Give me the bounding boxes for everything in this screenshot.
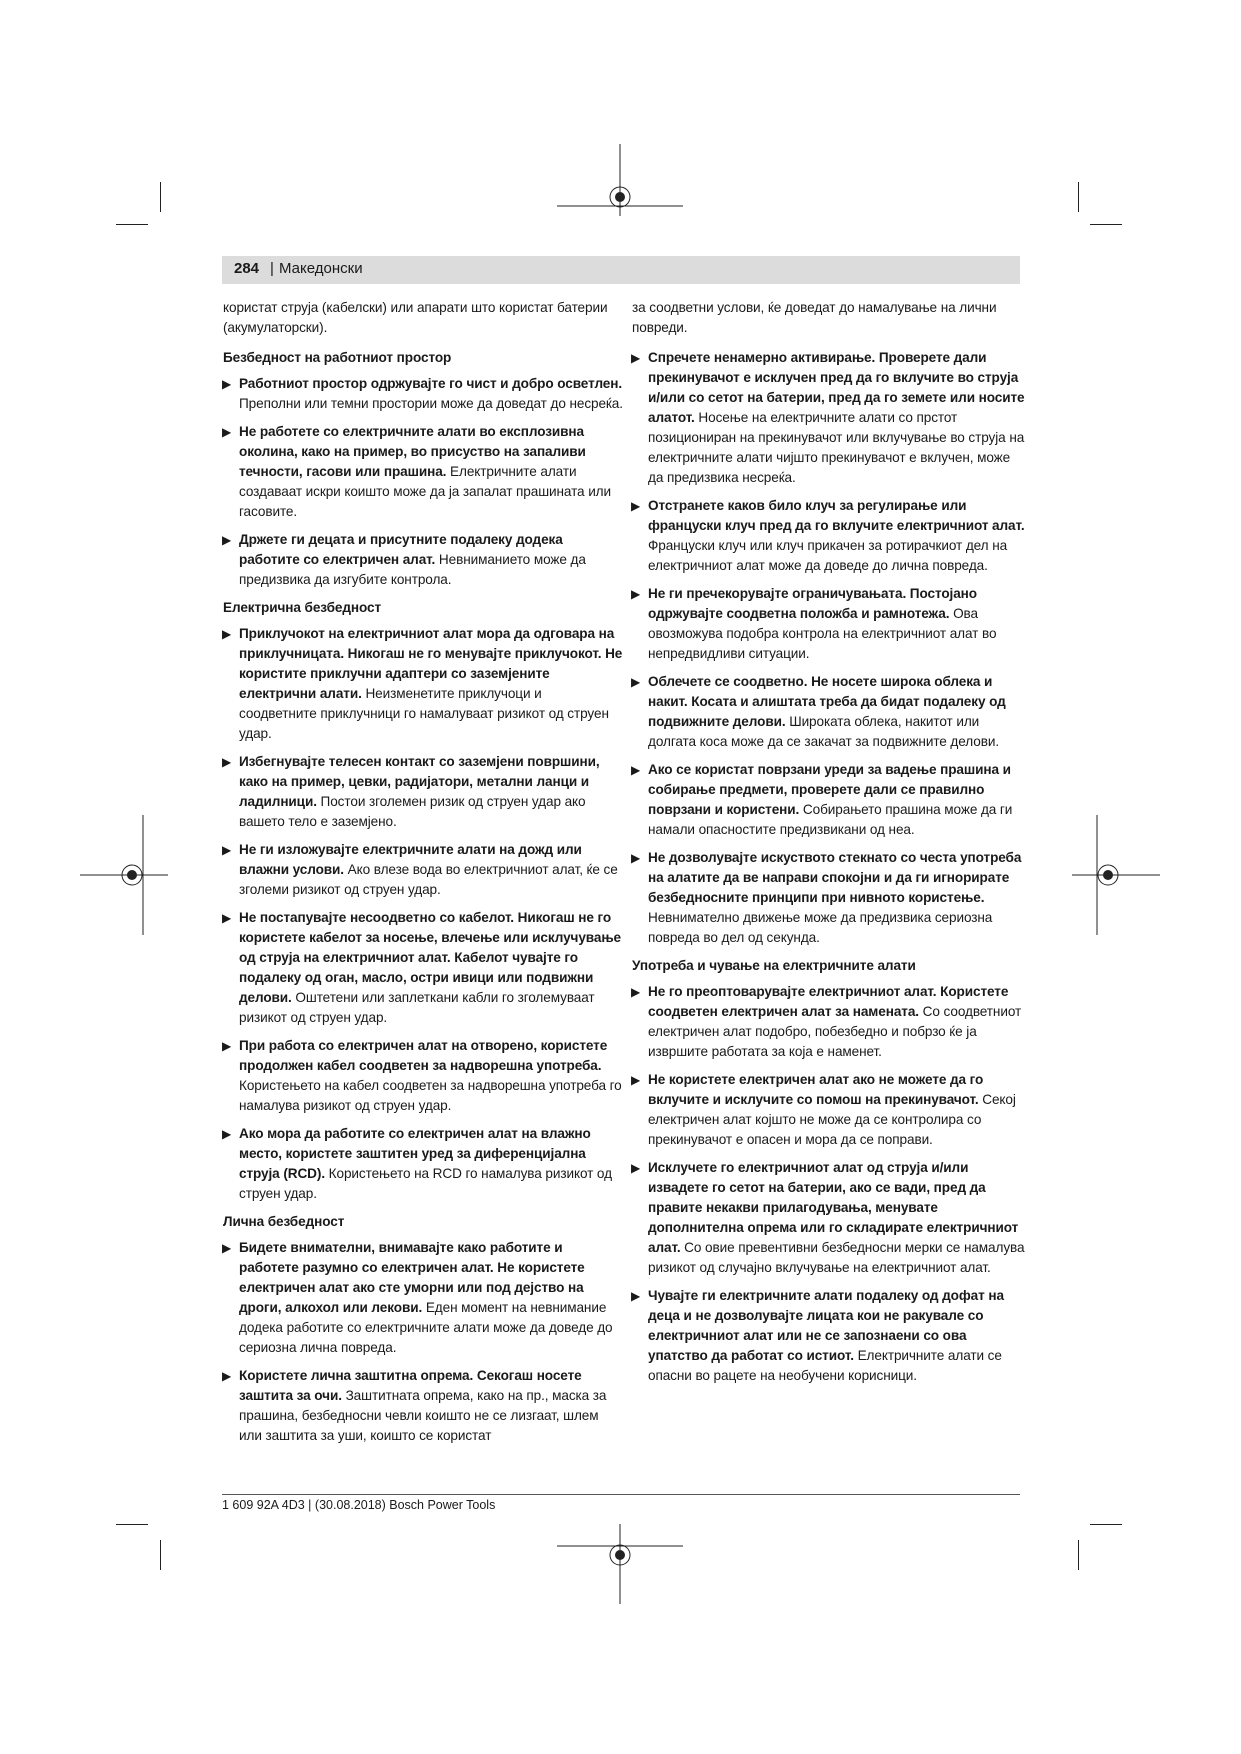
registration-mark-bottom [555,1524,685,1604]
bullet-triangle-icon: ▶ [222,843,232,857]
safety-item: ▶ Не работете со електричните алати во експлозивна околина, како на пример, во присуство на запаливи течности, гасови или прашина. Електричните алати создаваат искри коишто може да ја запалат прашината или гасовите. [222,424,612,519]
safety-item: ▶ Избегнувајте телесен контакт со заземјени површини, како на пример, цевки, радијатори, метални ланци и ладилници. Постои зголемен ризик од струен удар ако вашето тело е заземјено. [222,754,600,829]
bullet-triangle-icon: ▶ [631,1073,641,1087]
safety-item: ▶ Не ги изложувајте електричните алати на дожд или влажни услови. Ако влезе вода во електричниот алат, ќе се зголеми ризикот од струен удар. [222,842,618,897]
safety-item: ▶ Приклучокот на електричниот алат мора да одговара на приклучницата. Никогаш не го менувајте приклучокот. Не користите приклучни адаптери со заземјените електрични алати. Неизменетите приклучоци и соодветните приклучници го намалуваат ризикот од струен удар. [222,626,623,741]
registration-mark-left [78,815,168,935]
bullet-triangle-icon: ▶ [631,351,641,365]
bullet-triangle-icon: ▶ [631,851,641,865]
safety-item: ▶ Чувајте ги електричните алати подалеку од дофат на деца и не дозволувајте лицата кои не ракувале со електричниот алат или не се запознаени со ова упатство да работат со истиот. Електричните алати се опасни во рацете на необучени корисници. [631,1288,1004,1383]
bullet-triangle-icon: ▶ [222,755,232,769]
bullet-triangle-icon: ▶ [631,1161,641,1175]
section-title: Електрична безбедност [223,600,382,615]
bullet-triangle-icon: ▶ [222,627,232,641]
safety-item: ▶ Не дозволувајте искуството стекнато со честа употреба на алатите да ве направи спокојни и да ги игнорирате безбедносните принципи при нивното користење. Невнимателно движење може да предизвика сериозна повреда во дел од секунда. [631,850,1022,945]
safety-item: ▶ Работниот простор одржувајте го чист и добро осветлен. Преполни или темни простории може да доведат до несреќа. [222,376,623,411]
bullet-triangle-icon: ▶ [631,587,641,601]
crop-mark [116,224,148,225]
safety-item: ▶ Спречете ненамерно активирање. Проверете дали прекинувачот е исклучен пред да го вклучите во струја и/или со сетот на батерии, пред да го земете или носите алатот. Носење на електричните алати со прстот позициониран на прекинувачот или вклучување во струја на електричните алати чијшто прекинувачот е вклучен, може да предизвика несреќа. [631,350,1025,485]
bullet-triangle-icon: ▶ [222,533,232,547]
crop-mark [160,1540,161,1570]
section-title: Употреба и чување на електричните алати [632,958,916,973]
safety-item: ▶ Држете ги децата и присутните подалеку додека работите со електричен алат. Невниманието може да предизвика да изгубите контрола. [222,532,586,587]
bullet-triangle-icon: ▶ [222,425,232,439]
safety-item: ▶ Облечете се соодветно. Не носете широка облека и накит. Косата и алиштата треба да бидат подалеку од подвижните делови. Широката облека, накитот или долгата коса може да се закачат за подвижните делови. [631,674,1006,749]
crop-mark [116,1524,148,1525]
section-title: Безбедност на работниот простор [223,350,452,365]
crop-mark [160,182,161,212]
safety-item: ▶ Не користете електричен алат ако не можете да го вклучите и исклучите со помош на прекинувачот. Секој електричен алат којшто не може да се контролира со прекинувачот е опасен и мора да се поправи. [631,1072,1016,1147]
footer-rule [222,1494,1020,1495]
crop-mark [1078,1540,1079,1570]
section-title: Лична безбедност [223,1214,345,1229]
safety-item: ▶ Исклучете го електричниот алат од струја и/или извадете го сетот на батерии, ако се вади, пред да правите некакви прилагодувања, менувате дополнителна опрема или го складирате електричниот алат. Со овие превентивни безбедносни мерки се намалува ризикот од случајно вклучување на електричниот алат. [631,1160,1025,1275]
bullet-triangle-icon: ▶ [222,1241,232,1255]
safety-item: ▶ Не ги пречекорувајте ограничувањата. Постојано одржувајте соодветна положба и рамнотежа. Ова овозможува подобра контрола на електричниот алат во непредвидливи ситуации. [631,586,997,661]
right-column [632,298,1027,1394]
bullet-triangle-icon: ▶ [631,763,641,777]
header-language: Македонски [279,260,363,277]
bullet-triangle-icon: ▶ [222,911,232,925]
bullet-triangle-icon: ▶ [631,1289,641,1303]
bullet-triangle-icon: ▶ [222,1039,232,1053]
safety-item: ▶ При работа со електричен алат на отворено, користете продолжен кабел соодветен за надворешна употреба. Користењето на кабел соодветен за надворешна употреба го намалува ризикот од струен удар. [222,1038,622,1113]
safety-item: ▶ Бидете внимателни, внимавајте како работите и работете разумно со електричен алат. Не користете електричен алат ако сте уморни или под дејство на дроги, алкохол или лекови. Еден момент на невнимание додека работите со електричните алати може да доведе до сериозна лична повреда. [222,1240,613,1355]
bullet-triangle-icon: ▶ [631,675,641,689]
page-footer: 1 609 92A 4D3 | (30.08.2018) Bosch Power Tools [222,1498,496,1512]
page-header [222,256,1020,284]
crop-mark [1090,224,1122,225]
bullet-triangle-icon: ▶ [631,985,641,999]
bullet-triangle-icon: ▶ [222,1369,232,1383]
bullet-triangle-icon: ▶ [631,499,641,513]
crop-mark [1090,1524,1122,1525]
registration-mark-right [1072,815,1162,935]
bullet-triangle-icon: ▶ [222,1127,232,1141]
continued-paragraph: за соодветни услови, ќе доведат до намалување на лични повреди. [632,300,997,335]
crop-mark [1078,182,1079,212]
bullet-triangle-icon: ▶ [222,377,232,391]
page-number: 284 [234,260,260,277]
left-column [223,298,623,1454]
safety-item: ▶ Ако се користат поврзани уреди за вадење прашина и собирање предмети, проверете дали се правилно поврзани и користени. Собирањето прашина може да ги намали опасностите предизвикани од неа. [631,762,1013,837]
intro-paragraph: користат струја (кабелски) или апарати што користат батерии (акумулаторски). [223,300,608,335]
header-separator: | [270,260,274,277]
safety-item: ▶ Не постапувајте несоодветно со кабелот. Никогаш не го користете кабелот за носење, влечење или исклучување од струја на електричниот алат. Кабелот чувајте го подалеку од оган, масло, остри ивици или подвижни делови. Оштетени или заплеткани кабли го зголемуваат ризикот од струен удар. [222,910,622,1025]
safety-item: ▶ Не го преоптоварувајте електричниот алат. Користете соодветен електричен алат за намената. Со соодветниот електричен алат подобро, побезбедно и побрзо ќе ја извршите работата за која е наменет. [631,984,1022,1059]
registration-mark-top [555,144,685,224]
safety-item: ▶ Отстранете каков било клуч за регулирање или француски клуч пред да го вклучите електричниот алат. Француски клуч или клуч прикачен за ротирачкиот дел на електричниот алат може да доведе до лична повреда. [631,498,1025,573]
safety-item: ▶ Ако мора да работите со електричен алат на влажно место, користете заштитен уред за диференцијална струја (RCD). Користењето на RCD го намалува ризикот од струен удар. [222,1126,612,1201]
safety-item: ▶ Користете лична заштитна опрема. Секогаш носете заштита за очи. Заштитната опрема, како на пр., маска за прашина, безбедносни чевли коишто не се лизгаат, шлем или заштита за уши, коишто се користат [222,1368,607,1443]
